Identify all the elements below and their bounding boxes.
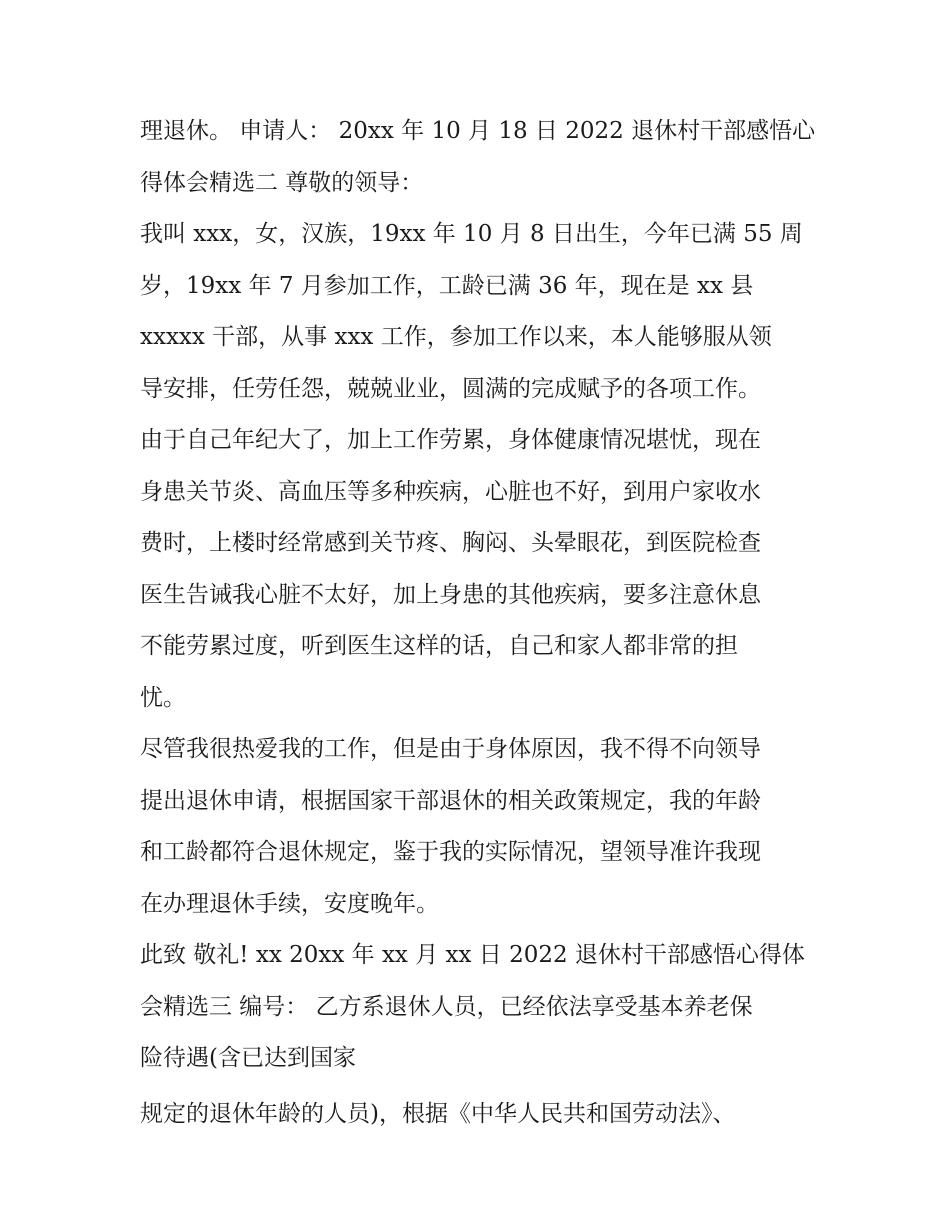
text-line: 导安排，任劳任怨，兢兢业业，圆满的完成赋予的各项工作。 (140, 375, 761, 402)
text-line: 会精选三 编号： 乙方系退休人员，已经依法享受基本养老保 (140, 993, 753, 1020)
text-line: 险待遇(含已达到国家 (140, 1045, 356, 1071)
text-line: 忧。 (140, 684, 186, 711)
text-line: xxxxx 干部，从事 xxx 工作，参加工作以来，本人能够服从领 (140, 324, 772, 350)
text-line: 身患关节炎、高血压等多种疾病，心脏也不好，到用户家收水 (140, 478, 761, 505)
text-line: 费时，上楼时经常感到关节疼、胸闷、头晕眼花，到医院检查 (140, 530, 761, 556)
text-line: 不能劳累过度，听到医生这样的话，自己和家人都非常的担 (140, 633, 738, 659)
text-line: 由于自己年纪大了，加上工作劳累，身体健康情况堪忧，现在 (140, 427, 761, 453)
text-line: 医生告诫我心脏不太好，加上身患的其他疾病，要多注意休息 (140, 581, 761, 608)
text-line: 规定的退休年龄的人员)，根据《中华人民共和国劳动法》、 (140, 1100, 736, 1127)
text-line: 和工龄都符合退休规定，鉴于我的实际情况，望领导准许我现 (140, 839, 761, 865)
text-line: 我叫 xxx，女，汉族，19xx 年 10 月 8 日出生，今年已满 55 周 (140, 221, 803, 247)
text-line: 尽管我很热爱我的工作，但是由于身体原因，我不得不向领导 (140, 736, 761, 762)
text-line: 得体会精选二 尊敬的领导： (140, 169, 424, 196)
text-line: 在办理退休手续，安度晚年。 (140, 890, 439, 917)
text-line: 理退休。 申请人： 20xx 年 10 月 18 日 2022 退休村干部感悟心 (140, 118, 816, 144)
text-line: 提出退休申请，根据国家干部退休的相关政策规定，我的年龄 (140, 787, 761, 814)
document-body (140, 106, 820, 1140)
text-line: 此致 敬礼! xx 20xx 年 xx 月 xx 日 2022 退休村干部感悟心得体 (140, 942, 805, 968)
text-line: 岁，19xx 年 7 月参加工作，工龄已满 36 年，现在是 xx 县 (140, 272, 754, 299)
